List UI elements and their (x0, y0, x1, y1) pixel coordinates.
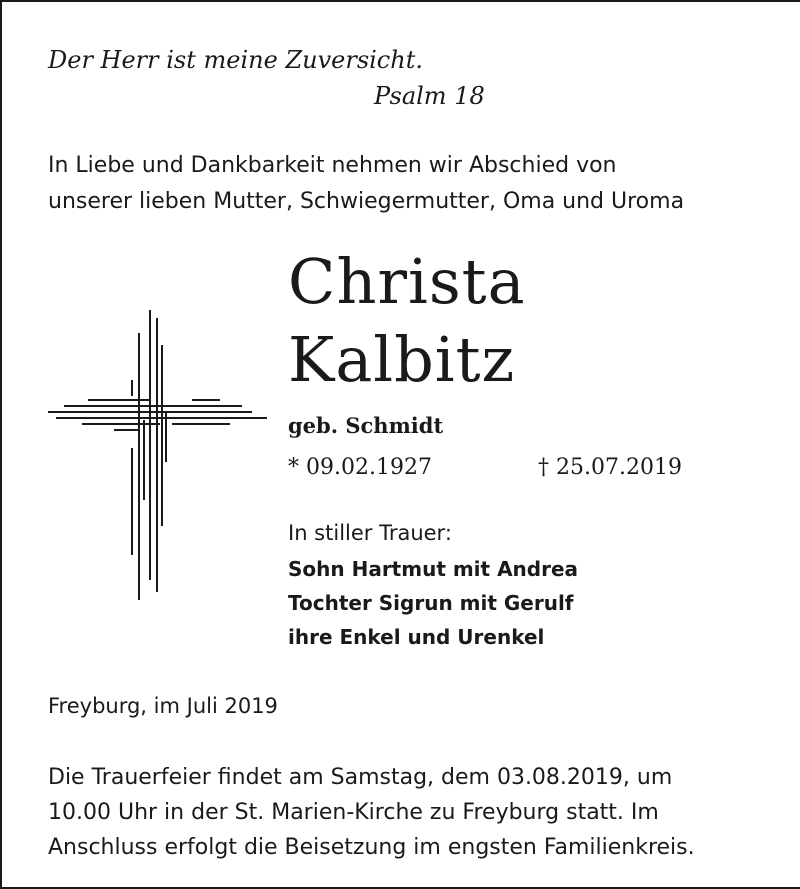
motto-source: Psalm 18 (374, 82, 485, 110)
funeral-service-text (48, 760, 768, 865)
intro-text (48, 148, 768, 220)
deceased-last-name: Kalbitz (288, 323, 516, 396)
mourner-name: ihre Enkel und Urenkel (288, 625, 545, 649)
cross-icon (42, 300, 272, 610)
birth-date: * 09.02.1927 (288, 455, 432, 480)
mourners-label: In stiller Trauer: (288, 521, 452, 545)
motto-text: Der Herr ist meine Zuversicht. (48, 46, 423, 74)
service-line: Anschluss erfolgt die Beisetzung im engsten Familienkreis. (48, 835, 695, 860)
mourner-name: Tochter Sigrun mit Gerulf (288, 591, 574, 615)
service-line: 10.00 Uhr in der St. Marien-Kirche zu Freyburg statt. Im (48, 800, 659, 825)
mourner-name: Sohn Hartmut mit Andrea (288, 557, 579, 581)
intro-line: In Liebe und Dankbarkeit nehmen wir Abschied von (48, 153, 617, 178)
maiden-name: geb. Schmidt (288, 413, 444, 438)
deceased-first-name: Christa (288, 245, 526, 318)
death-date: † 25.07.2019 (538, 455, 682, 480)
intro-line: unserer lieben Mutter, Schwiegermutter, Oma und Uroma (48, 189, 685, 214)
service-line: Die Trauerfeier findet am Samstag, dem 03.08.2019, um (48, 765, 673, 790)
place-and-date: Freyburg, im Juli 2019 (48, 694, 278, 718)
